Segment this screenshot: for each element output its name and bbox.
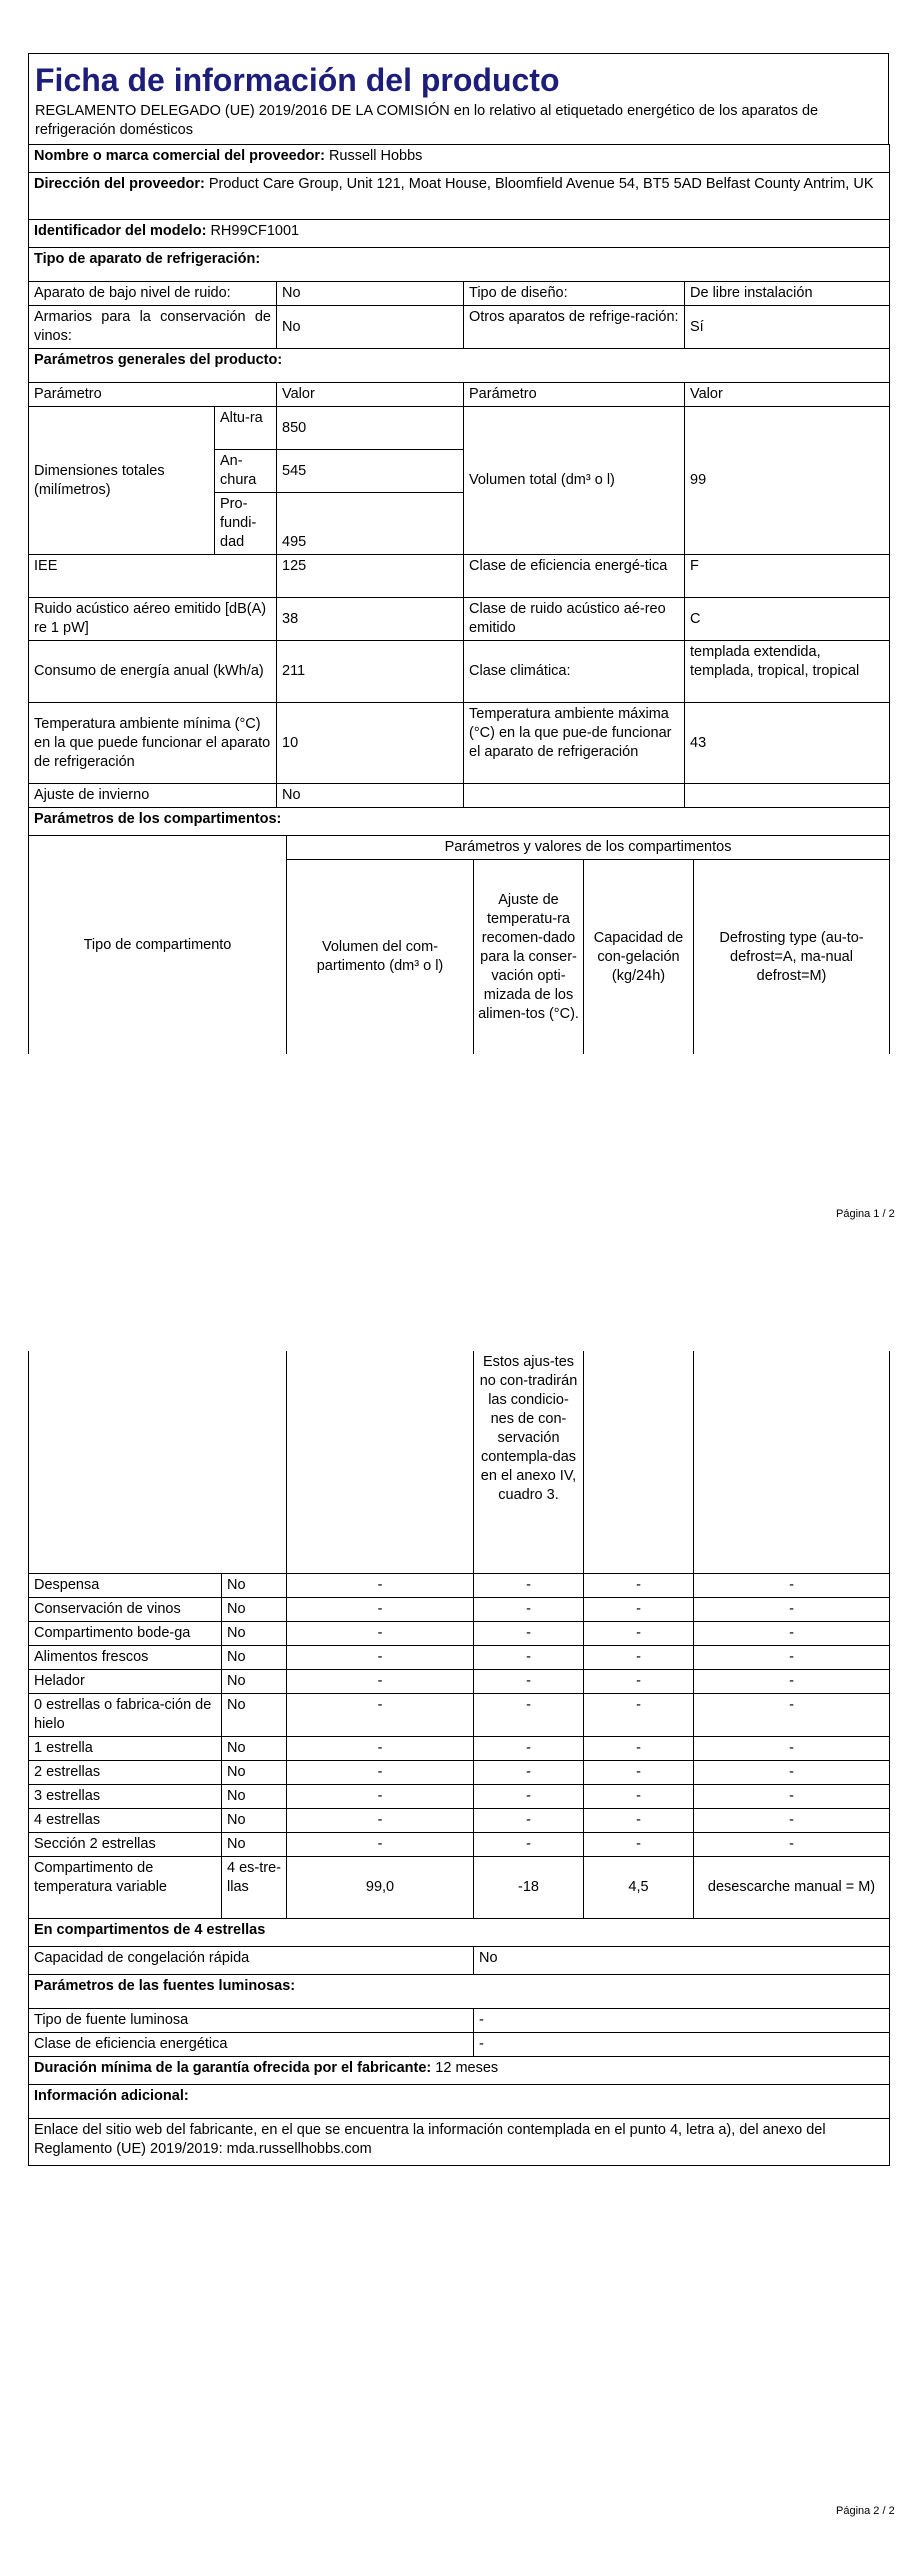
recommended-temp-header: Ajuste de temperatu-ra recomen-dado para la conser-vación opti-mizada de los alimen-tos (°C). — [474, 860, 584, 1055]
compartment-name: 2 estrellas — [29, 1761, 222, 1785]
compartment-type-header: Tipo de compartimento — [29, 836, 287, 1055]
warranty-row — [29, 2057, 890, 2085]
compartment-name: Compartimento bode-ga — [29, 1622, 222, 1646]
table-row — [29, 1598, 890, 1622]
noise-class-label: Clase de ruido acústico aé-reo emitido — [464, 598, 685, 641]
climate-class-label: Clase climática: — [464, 641, 685, 703]
table-row — [29, 1809, 890, 1833]
table-row — [29, 1574, 890, 1598]
other-appliance-value: Sí — [685, 306, 890, 349]
compartment-defrost: - — [694, 1785, 890, 1809]
compartment-present: No — [222, 1833, 287, 1857]
compartment-defrost: - — [694, 1761, 890, 1785]
compartments-group-row — [29, 836, 890, 860]
param-col-header-2: Parámetro — [464, 383, 685, 407]
compartment-freeze-capacity: - — [584, 1809, 694, 1833]
compartment-volume: - — [287, 1833, 474, 1857]
energy-value: 211 — [277, 641, 464, 703]
dimensions-label: Dimensiones totales (milímetros) — [29, 407, 215, 555]
bottom-info-table — [28, 1946, 890, 2166]
document-title: Ficha de información del producto — [35, 62, 560, 98]
table-row — [29, 1737, 890, 1761]
page-number-2: Página 2 / 2 — [836, 2505, 895, 2517]
compartment-volume: - — [287, 1598, 474, 1622]
compartment-rows — [29, 1574, 890, 1919]
compartment-present: No — [222, 1670, 287, 1694]
depth-label: Pro-fundi-dad — [215, 493, 277, 555]
compartment-temp: - — [474, 1737, 584, 1761]
compartment-present: No — [222, 1574, 287, 1598]
noise-row — [29, 598, 890, 641]
light-class-value: - — [474, 2033, 890, 2057]
product-info-table-page1 — [28, 144, 890, 836]
compartment-present: No — [222, 1737, 287, 1761]
low-noise-label: Aparato de bajo nivel de ruido: — [29, 282, 277, 306]
compartment-temp: - — [474, 1761, 584, 1785]
ambient-temp-row — [29, 703, 890, 784]
table-row — [29, 1694, 890, 1737]
total-volume-label: Volumen total (dm³ o l) — [464, 407, 685, 555]
min-temp-label: Temperatura ambiente mínima (°C) en la que puede funcionar el aparato de refrigeración — [29, 703, 277, 784]
compartment-volume: - — [287, 1737, 474, 1761]
table-row — [29, 1833, 890, 1857]
appliance-type-heading: Tipo de aparato de refrigeración: — [29, 248, 890, 282]
compartment-name: 0 estrellas o fabrica-ción de hielo — [29, 1694, 222, 1737]
light-source-row — [29, 2009, 890, 2033]
supplier-address-row — [29, 173, 890, 220]
compartment-temp: - — [474, 1574, 584, 1598]
table-row — [29, 1761, 890, 1785]
compartment-temp: - — [474, 1670, 584, 1694]
compartment-freeze-capacity: - — [584, 1646, 694, 1670]
compartment-volume: - — [287, 1694, 474, 1737]
compartment-temp: - — [474, 1785, 584, 1809]
compartment-temp: - — [474, 1622, 584, 1646]
compartments-header-table — [28, 835, 890, 1054]
winter-empty-1 — [464, 784, 685, 808]
wine-label: Armarios para la conservación de vinos: — [29, 306, 277, 349]
compartment-defrost: - — [694, 1670, 890, 1694]
warranty-value: 12 meses — [435, 2060, 499, 2076]
type-header-continued — [29, 1351, 287, 1574]
supplier-name-row — [29, 145, 890, 173]
climate-class-value: templada extendida, templada, tropical, tropical — [685, 641, 890, 703]
depth-value: 495 — [277, 493, 464, 555]
compartment-name: Helador — [29, 1670, 222, 1694]
compartments-header-continued-row — [29, 1351, 890, 1574]
compartment-freeze-capacity: - — [584, 1574, 694, 1598]
compartment-temp: - — [474, 1833, 584, 1857]
compartment-freeze-capacity: - — [584, 1694, 694, 1737]
document-header — [28, 53, 889, 144]
max-temp-label: Temperatura ambiente máxima (°C) en la que pue-de funcionar el aparato de refrigeración — [464, 703, 685, 784]
defrost-header-continued — [694, 1351, 890, 1574]
compartment-volume: - — [287, 1785, 474, 1809]
compartment-present: No — [222, 1761, 287, 1785]
light-heading-row — [29, 1975, 890, 2009]
general-params-heading: Parámetros generales del producto: — [29, 349, 890, 383]
compartment-temp: -18 — [474, 1857, 584, 1919]
compartment-defrost: - — [694, 1646, 890, 1670]
supplier-address-value: Product Care Group, Unit 121, Moat House, Bloomfield Avenue 54, BT5 5AD Belfast County Antrim, UK — [208, 176, 874, 192]
low-noise-row — [29, 282, 890, 306]
width-value: 545 — [277, 450, 464, 493]
fast-freeze-row — [29, 1947, 890, 1975]
supplier-address-label: Dirección del proveedor: — [34, 176, 205, 192]
wine-row — [29, 306, 890, 349]
noise-class-value: C — [685, 598, 890, 641]
compartment-name: Compartimento de temperatura variable — [29, 1857, 222, 1919]
general-params-header-row — [29, 383, 890, 407]
compartment-temp: - — [474, 1646, 584, 1670]
compartment-defrost: - — [694, 1809, 890, 1833]
manufacturer-website-link[interactable]: mda.russellhobbs.com — [226, 2141, 372, 2157]
four-star-heading: En compartimentos de 4 estrellas — [29, 1919, 890, 1947]
recommended-temp-header-continued: Estos ajus-tes no con-tradirán las condicio-nes de con-servación contempla-das en el anexo IV, cuadro 3. — [474, 1351, 584, 1574]
compartment-name: Despensa — [29, 1574, 222, 1598]
iee-row — [29, 555, 890, 598]
additional-text-row — [29, 2119, 890, 2166]
compartments-heading: Parámetros de los compartimentos: — [29, 808, 890, 836]
total-volume-value: 99 — [685, 407, 890, 555]
compartment-freeze-capacity: - — [584, 1622, 694, 1646]
compartment-present: No — [222, 1809, 287, 1833]
low-noise-value: No — [277, 282, 464, 306]
param-col-header: Parámetro — [29, 383, 277, 407]
compartment-volume: - — [287, 1646, 474, 1670]
general-params-heading-row — [29, 349, 890, 383]
other-appliance-label: Otros aparatos de refrige-ración: — [464, 306, 685, 349]
wine-value: No — [277, 306, 464, 349]
compartment-name: Conservación de vinos — [29, 1598, 222, 1622]
compartment-defrost: - — [694, 1574, 890, 1598]
page-1-content — [28, 53, 889, 1054]
light-source-label: Tipo de fuente luminosa — [29, 2009, 474, 2033]
compartment-freeze-capacity: - — [584, 1833, 694, 1857]
model-label: Identificador del modelo: — [34, 223, 207, 239]
winter-value: No — [277, 784, 464, 808]
height-value: 850 — [277, 407, 464, 450]
compartment-freeze-capacity: - — [584, 1737, 694, 1761]
table-row — [29, 1670, 890, 1694]
compartment-volume: - — [287, 1761, 474, 1785]
compartment-freeze-capacity: - — [584, 1761, 694, 1785]
compartment-freeze-capacity: - — [584, 1598, 694, 1622]
design-type-value: De libre instalación — [685, 282, 890, 306]
compartment-present: No — [222, 1785, 287, 1809]
additional-heading-row — [29, 2085, 890, 2119]
compartment-name: Sección 2 estrellas — [29, 1833, 222, 1857]
additional-text: Enlace del sitio web del fabricante, en el que se encuentra la información contemplada en el punto 4, letra a), del anexo del Reglamento (UE) 2019/2019: — [34, 2122, 826, 2157]
compartment-defrost: - — [694, 1833, 890, 1857]
compartments-heading-row — [29, 808, 890, 836]
defrost-type-header: Defrosting type (au-to-defrost=A, ma-nual defrost=M) — [694, 860, 890, 1055]
compartment-temp: - — [474, 1694, 584, 1737]
noise-label: Ruido acústico aéreo emitido [dB(A) re 1 pW] — [29, 598, 277, 641]
page-number-1: Página 1 / 2 — [836, 1208, 895, 1220]
light-class-row — [29, 2033, 890, 2057]
height-row — [29, 407, 890, 450]
supplier-name-value: Russell Hobbs — [328, 148, 423, 164]
efficiency-class-value: F — [685, 555, 890, 598]
compartment-defrost: desescarche manual = M) — [694, 1857, 890, 1919]
compartment-name: 3 estrellas — [29, 1785, 222, 1809]
compartment-temp: - — [474, 1598, 584, 1622]
compartment-name: 1 estrella — [29, 1737, 222, 1761]
compartment-present: No — [222, 1622, 287, 1646]
compartment-group-header: Parámetros y valores de los compartimentos — [287, 836, 890, 860]
energy-label: Consumo de energía anual (kWh/a) — [29, 641, 277, 703]
four-star-heading-row — [29, 1919, 890, 1947]
model-row — [29, 220, 890, 248]
noise-value: 38 — [277, 598, 464, 641]
fast-freeze-label: Capacidad de congelación rápida — [29, 1947, 474, 1975]
compartment-present: No — [222, 1694, 287, 1737]
width-label: An-chura — [215, 450, 277, 493]
compartment-present: No — [222, 1598, 287, 1622]
model-value: RH99CF1001 — [210, 223, 300, 239]
compartment-defrost: - — [694, 1598, 890, 1622]
compartment-defrost: - — [694, 1737, 890, 1761]
compartment-name: 4 estrellas — [29, 1809, 222, 1833]
winter-label: Ajuste de invierno — [29, 784, 277, 808]
volume-header-continued — [287, 1351, 474, 1574]
additional-heading: Información adicional: — [29, 2085, 890, 2119]
compartment-present: 4 es-tre-llas — [222, 1857, 287, 1919]
design-type-label: Tipo de diseño: — [464, 282, 685, 306]
value-col-header-2: Valor — [685, 383, 890, 407]
iee-value: 125 — [277, 555, 464, 598]
light-source-value: - — [474, 2009, 890, 2033]
table-row — [29, 1785, 890, 1809]
compartment-freeze-capacity: - — [584, 1670, 694, 1694]
fast-freeze-value: No — [474, 1947, 890, 1975]
compartment-freeze-capacity: 4,5 — [584, 1857, 694, 1919]
compartment-defrost: - — [694, 1622, 890, 1646]
iee-label: IEE — [29, 555, 277, 598]
compartment-defrost: - — [694, 1694, 890, 1737]
height-label: Altu-ra — [215, 407, 277, 450]
efficiency-class-label: Clase de eficiencia energé-tica — [464, 555, 685, 598]
compartment-volume: - — [287, 1574, 474, 1598]
regulation-text: REGLAMENTO DELEGADO (UE) 2019/2016 DE LA COMISIÓN en lo relativo al etiquetado energético de los aparatos de refrigeración domésticos — [35, 103, 819, 138]
compartment-present: No — [222, 1646, 287, 1670]
supplier-name-label: Nombre o marca comercial del proveedor: — [34, 148, 325, 164]
winter-row — [29, 784, 890, 808]
freezing-capacity-header: Capacidad de con-gelación (kg/24h) — [584, 860, 694, 1055]
value-col-header: Valor — [277, 383, 464, 407]
warranty-label: Duración mínima de la garantía ofrecida por el fabricante: — [34, 2060, 432, 2076]
table-row — [29, 1646, 890, 1670]
max-temp-value: 43 — [685, 703, 890, 784]
table-row — [29, 1857, 890, 1919]
page-2-content — [28, 1351, 889, 2166]
freezing-header-continued — [584, 1351, 694, 1574]
compartment-volume: - — [287, 1670, 474, 1694]
light-heading: Parámetros de las fuentes luminosas: — [29, 1975, 890, 2009]
compartments-table-continued — [28, 1351, 890, 1947]
compartment-volume-header: Volumen del com-partimento (dm³ o l) — [287, 860, 474, 1055]
compartment-volume: - — [287, 1809, 474, 1833]
compartment-volume: - — [287, 1622, 474, 1646]
compartment-volume: 99,0 — [287, 1857, 474, 1919]
compartment-freeze-capacity: - — [584, 1785, 694, 1809]
energy-row — [29, 641, 890, 703]
winter-empty-2 — [685, 784, 890, 808]
table-row — [29, 1622, 890, 1646]
compartment-temp: - — [474, 1809, 584, 1833]
compartment-name: Alimentos frescos — [29, 1646, 222, 1670]
appliance-type-heading-row — [29, 248, 890, 282]
min-temp-value: 10 — [277, 703, 464, 784]
light-class-label: Clase de eficiencia energética — [29, 2033, 474, 2057]
